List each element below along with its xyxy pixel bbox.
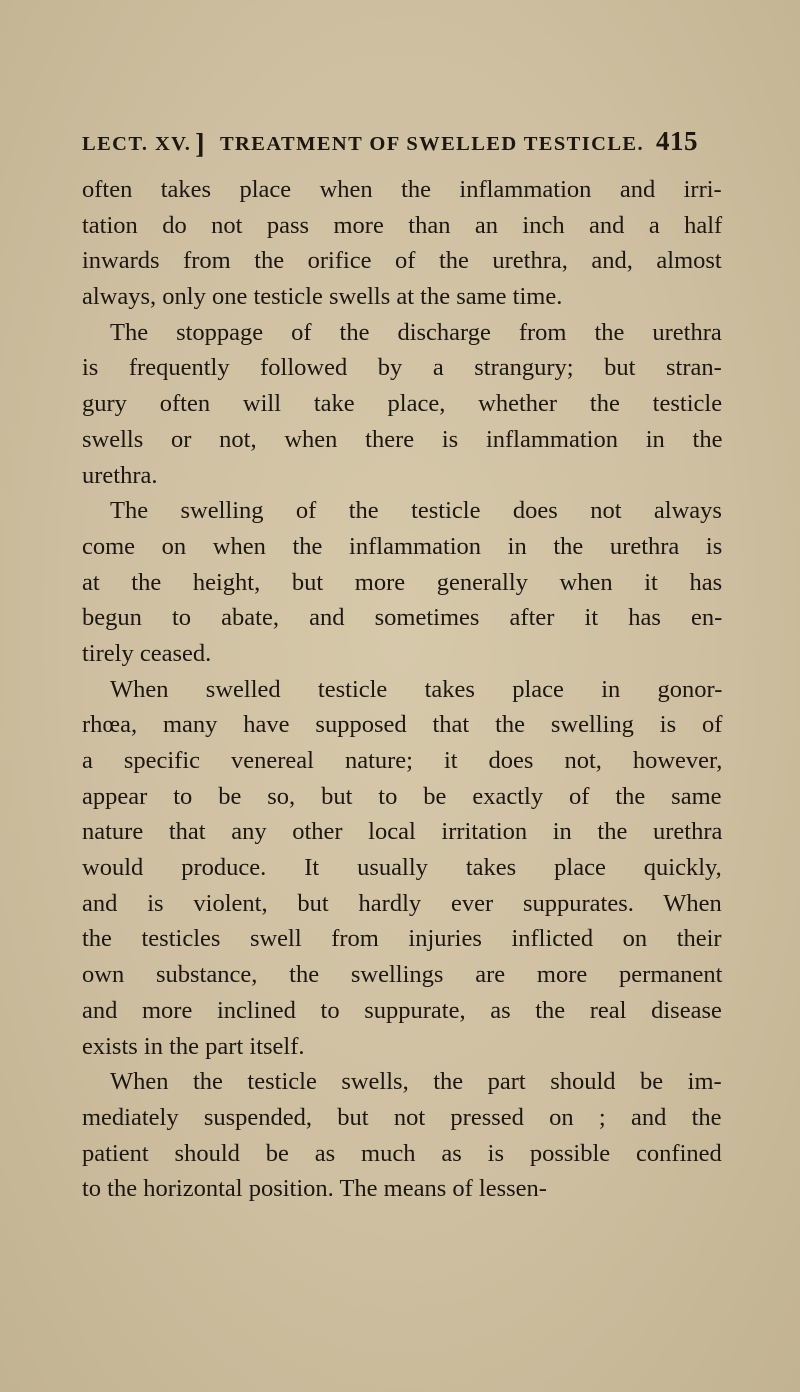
text-line: often takes place when the inflammation and irri- — [82, 176, 722, 203]
text-line: When the testicle swells, the part should be im- — [110, 1068, 722, 1096]
text-line: is frequently followed by a strangury; but stran- — [82, 354, 722, 382]
text-line: The swelling of the testicle does not always — [110, 497, 722, 525]
text-line: tirely ceased. — [82, 639, 212, 667]
text-line: would produce. It usually takes place quickly, — [82, 854, 722, 882]
closing-bracket: ] — [195, 129, 206, 160]
running-head — [82, 126, 722, 166]
lecture-number: LECT. XV. — [82, 133, 192, 155]
text-line: tation do not pass more than an inch and a half — [82, 211, 723, 239]
text-line: rhœa, many have supposed that the swelling is of — [82, 711, 723, 739]
text-line: swells or not, when there is inflammation in the — [82, 425, 723, 453]
text-line: The stoppage of the discharge from the urethra — [110, 318, 722, 346]
text-line: begun to abate, and sometimes after it has en- — [82, 604, 723, 632]
text-line: mediately suspended, but not pressed on ; and the — [82, 1103, 722, 1131]
body-text — [82, 172, 722, 1207]
text-line: inwards from the orifice of the urethra, and, almost — [82, 247, 722, 275]
text-line: and more inclined to suppurate, as the real disease — [82, 996, 722, 1024]
chapter-title: TREATMENT OF SWELLED TESTICLE. — [219, 133, 645, 155]
page-number: 415 — [656, 126, 699, 156]
text-line: gury often will take place, whether the testicle — [82, 390, 723, 418]
text-line: exists in the part itself. — [82, 1032, 305, 1060]
text-line: a specific venereal nature; it does not, however, — [82, 747, 723, 774]
text-line: and is violent, but hardly ever suppurates. When — [82, 889, 722, 917]
text-line: urethra. — [82, 461, 158, 489]
text-line: When swelled testicle takes place in gonor- — [110, 675, 723, 703]
text-line: appear to be so, but to be exactly of the same — [82, 782, 722, 810]
text-line: nature that any other local irritation in the urethra — [82, 818, 723, 846]
text-line: always, only one testicle swells at the same time. — [82, 283, 563, 311]
text-line: to the horizontal position. The means of lessen- — [82, 1175, 547, 1203]
text-line: the testicles swell from injuries inflicted on their — [82, 925, 722, 953]
text-line: patient should be as much as is possible confined — [82, 1139, 722, 1167]
text-line: at the height, but more generally when it has — [82, 568, 723, 596]
text-line: come on when the inflammation in the urethra is — [82, 532, 723, 560]
text-line: own substance, the swellings are more permanent — [82, 961, 723, 989]
